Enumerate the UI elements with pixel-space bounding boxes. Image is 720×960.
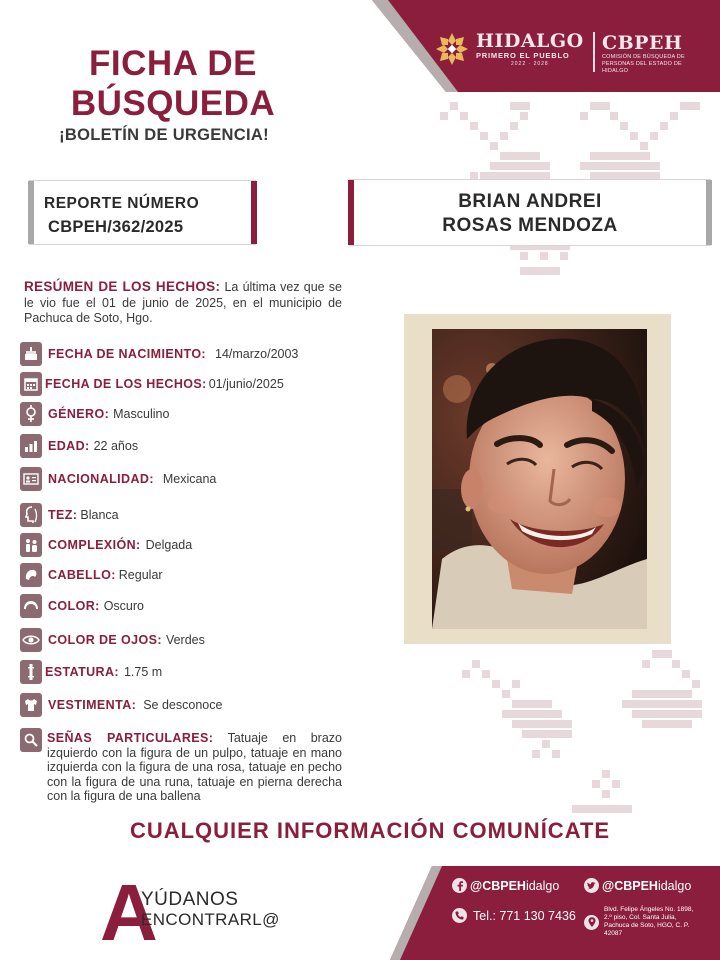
contact-address xyxy=(584,906,700,938)
field-label-birthdate: FECHA DE NACIMIENTO: xyxy=(48,347,206,361)
field-value-nationality: Mexicana xyxy=(162,472,217,486)
field-label-gender: GÉNERO: xyxy=(48,407,110,421)
field-row-eye-color xyxy=(20,627,205,653)
person-name-line-2: ROSAS MENDOZA xyxy=(442,215,618,236)
hidalgo-name: HIDALGO xyxy=(476,30,584,52)
report-label: REPORTE NÚMERO xyxy=(44,195,200,212)
person-name-line-1: BRIAN ANDREI xyxy=(458,191,602,212)
field-value-gender: Masculino xyxy=(113,407,170,421)
field-label-hair: CABELLO: xyxy=(48,568,116,582)
facebook-handle-rest: idalgo xyxy=(525,878,560,893)
logo-divider xyxy=(593,32,595,72)
field-label-hair-color: COLOR: xyxy=(48,599,100,613)
field-label-skin: TEZ: xyxy=(48,508,78,522)
field-value-hair: Regular xyxy=(118,568,163,582)
cbpeh-logo xyxy=(602,32,707,75)
field-row-event-date xyxy=(20,371,284,397)
contact-facebook[interactable] xyxy=(452,878,559,893)
field-row-build xyxy=(20,532,192,558)
location-pin-icon xyxy=(584,915,599,930)
field-label-event-date: FECHA DE LOS HECHOS: xyxy=(45,377,207,391)
field-value-event-date: 01/junio/2025 xyxy=(208,377,284,391)
facebook-handle-bold: @CBPEH xyxy=(470,878,526,893)
field-value-build: Delgada xyxy=(145,538,193,552)
birthday-cake-icon xyxy=(20,342,42,366)
marks-text: Tatuaje en brazo izquierdo con la figura de un pulpo, tatuaje en mano izquierda con la figura de una rosa, tatuaje en pecho con la figura de una runa, tatuaje en pierna derecha con la figura de una ballena xyxy=(47,731,342,804)
field-label-age: EDAD: xyxy=(48,439,90,453)
title-line-1: FICHA DE xyxy=(89,44,257,83)
field-row-birthdate xyxy=(20,341,298,367)
cbpeh-name: CBPEH xyxy=(602,32,683,54)
field-value-height: 1.75 m xyxy=(123,665,163,679)
height-ruler-icon xyxy=(20,660,42,684)
field-row-height xyxy=(20,659,162,685)
field-label-eye-color: COLOR DE OJOS: xyxy=(48,633,162,647)
twitter-icon xyxy=(584,878,599,893)
field-value-skin: Blanca xyxy=(80,508,119,522)
body-build-icon xyxy=(20,533,42,557)
twitter-handle-bold: @CBPEH xyxy=(602,878,658,893)
field-label-nationality: NACIONALIDAD: xyxy=(48,472,154,486)
field-row-hair-color xyxy=(20,593,144,619)
report-number-box xyxy=(30,181,255,244)
phone-icon xyxy=(452,908,467,923)
field-row-age xyxy=(20,433,138,459)
page-subtitle: ¡BOLETÍN DE URGENCIA! xyxy=(59,126,269,144)
twitter-handle-rest: idalgo xyxy=(657,878,692,893)
cbpeh-description: COMISIÓN DE BÚSQUEDA DE PERSONAS DEL ESTADO DE HIDALGO xyxy=(602,54,685,74)
summary-of-events xyxy=(24,279,342,327)
ayudanos-line-1: YÚDANOS xyxy=(141,889,239,910)
hair-icon xyxy=(20,563,42,587)
hidalgo-slogan: PRIMERO EL PUEBLO xyxy=(476,51,570,60)
facebook-icon xyxy=(452,878,467,893)
field-label-build: COMPLEXIÓN: xyxy=(48,538,141,552)
field-row-nationality xyxy=(20,466,216,492)
distinguishing-marks xyxy=(47,731,342,804)
field-value-eye-color: Verdes xyxy=(165,633,205,647)
person-photo xyxy=(432,329,647,629)
field-value-birthdate: 14/marzo/2003 xyxy=(215,347,299,361)
field-value-clothing: Se desconoce xyxy=(143,698,223,712)
ayudanos-line-2: ENCONTRARL@ xyxy=(141,910,280,929)
page-title xyxy=(48,44,298,124)
hidalgo-logo xyxy=(434,28,606,70)
person-name-box xyxy=(350,180,710,245)
gender-icon xyxy=(20,402,42,426)
summary-label: RESÚMEN DE LOS HECHOS: xyxy=(24,279,221,294)
contact-twitter[interactable] xyxy=(584,878,691,893)
summary-text: La última vez que se le vio fue el 01 de junio de 2025, en el municipio de Pachuca de Soto, Hgo. xyxy=(24,280,342,325)
title-line-2: BÚSQUEDA xyxy=(70,84,276,123)
field-row-complexion xyxy=(20,502,119,528)
hidalgo-years: 2022 · 2028 xyxy=(511,61,549,67)
call-to-action: CUALQUIER INFORMACIÓN COMUNÍCATE xyxy=(129,818,611,843)
magnifier-icon xyxy=(20,728,42,752)
contact-phone[interactable] xyxy=(452,908,576,923)
field-value-age: 22 años xyxy=(93,439,139,453)
decorative-birds-bottom-icon xyxy=(452,640,720,820)
id-card-icon xyxy=(20,467,42,491)
field-label-clothing: VESTIMENTA: xyxy=(48,698,137,712)
face-profile-icon xyxy=(20,503,42,527)
field-value-hair-color: Oscuro xyxy=(103,599,144,613)
hair-color-icon xyxy=(20,594,42,618)
ayudanos-letter: A xyxy=(100,868,158,957)
eye-icon xyxy=(20,628,42,652)
field-row-clothing xyxy=(20,692,222,718)
field-row-hair xyxy=(20,562,163,588)
shirt-icon xyxy=(20,693,42,717)
report-value: CBPEH/362/2025 xyxy=(48,218,184,236)
address-text: Blvd. Felipe Ángeles No. 1898, 2.º piso, Col. Santa Julia, Pachuca de Soto, HGO, C. P. 42087 xyxy=(604,906,694,937)
age-bars-icon xyxy=(20,434,42,458)
marks-label: SEÑAS PARTICULARES: xyxy=(47,731,214,745)
field-label-height: ESTATURA: xyxy=(45,665,119,679)
phone-number: Tel.: 771 130 7436 xyxy=(473,908,576,923)
calendar-icon xyxy=(20,372,42,396)
field-row-gender xyxy=(20,401,169,427)
flower-icon xyxy=(434,31,470,67)
